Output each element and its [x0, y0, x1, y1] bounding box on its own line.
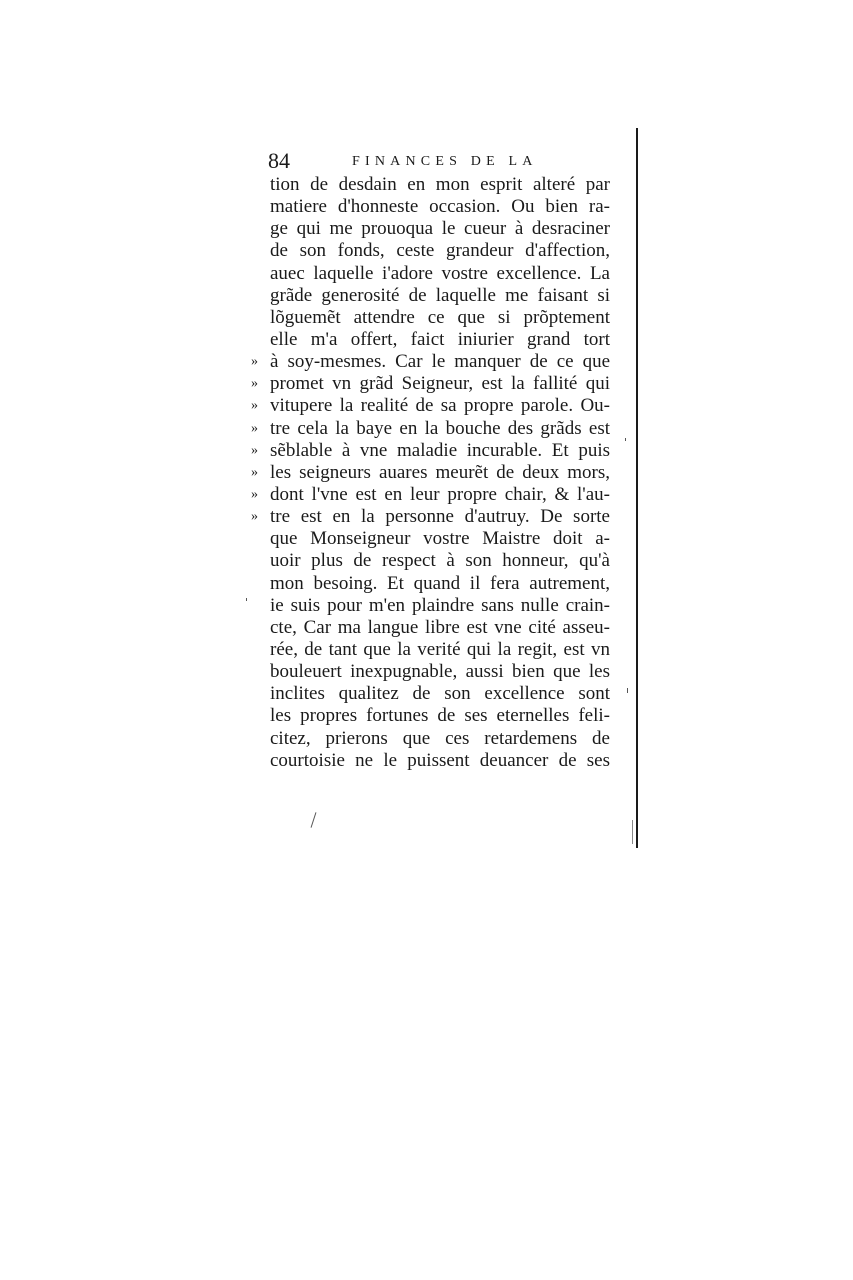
text-line-content: uoir plus de respect à son honneur, qu'à [270, 550, 610, 572]
text-line [251, 461, 610, 484]
text-line-content: mon besoing. Et quand il fera autrement, [270, 572, 610, 594]
text-line [251, 395, 610, 417]
text-line [270, 174, 610, 196]
text-line-content: matiere d'honneste occasion. Ou bien ra- [270, 196, 610, 218]
text-line-content: courtoisie ne le puissent deuancer de ses [270, 749, 610, 771]
text-line [270, 595, 610, 617]
text-line [270, 329, 610, 351]
text-line-content: inclites qualitez de son excellence sont [270, 683, 610, 705]
scan-speck [311, 812, 317, 828]
text-line [251, 351, 610, 373]
text-line [270, 285, 610, 307]
quotation-marker: » [251, 398, 257, 414]
text-line [270, 263, 610, 285]
text-line [270, 196, 610, 218]
text-line [270, 528, 610, 550]
text-line-content: lõguemẽt attendre ce que si prõptement [270, 306, 610, 328]
text-line [270, 617, 610, 639]
page-edge-rule [636, 128, 638, 848]
page-header [268, 149, 608, 173]
page-number: 84 [268, 148, 290, 173]
scan-speck [246, 598, 247, 601]
text-line [270, 705, 610, 727]
text-line-content: de son fonds, ceste grandeur d'affection, [270, 240, 610, 262]
quotation-marker: » [251, 442, 257, 458]
text-line [270, 573, 610, 595]
text-line-content: sẽblable à vne maladie incurable. Et puis [270, 439, 610, 461]
text-line [270, 728, 610, 750]
quotation-marker: » [251, 354, 257, 370]
text-line-content: tre cela la baye en la bouche des grãds est [270, 417, 610, 439]
text-line-content: que Monseigneur vostre Maistre doit a- [270, 528, 610, 550]
text-line [251, 417, 610, 440]
quotation-marker: » [251, 464, 257, 480]
text-line-content: tre est en la personne d'autruy. De sorte [270, 506, 610, 528]
text-line-content: promet vn grãd Seigneur, est la fallité qui [270, 373, 610, 395]
text-line [270, 661, 610, 683]
text-line [270, 218, 610, 240]
scan-speck [625, 438, 626, 441]
text-line-content: elle m'a offert, faict iniurier grand tort [270, 328, 610, 350]
text-line-content: ie suis pour m'en plaindre sans nulle crain- [270, 594, 610, 616]
text-line-content: dont l'vne est en leur propre chair, & l'au- [270, 483, 610, 505]
text-line-content: vitupere la realité de sa propre parole. Ou- [270, 395, 610, 417]
text-line [251, 373, 610, 395]
running-title: FINANCES DE LA [352, 154, 538, 169]
text-line [270, 550, 610, 572]
text-line-content: les propres fortunes de ses eternelles feli- [270, 705, 610, 727]
quotation-marker: » [251, 376, 257, 392]
text-line-content: citez, prierons que ces retardemens de [270, 727, 610, 749]
text-line [251, 483, 610, 506]
text-line-content: auec laquelle i'adore vostre excellence. La [270, 262, 610, 284]
quotation-marker: » [251, 486, 257, 502]
text-line-content: cte, Car ma langue libre est vne cité asseu- [270, 616, 610, 638]
quotation-marker: » [251, 420, 257, 436]
text-line [270, 240, 610, 262]
text-line [270, 639, 610, 661]
text-line-content: bouleuert inexpugnable, aussi bien que les [270, 661, 610, 683]
text-line-content: à soy-mesmes. Car le manquer de ce que [270, 351, 610, 373]
body-text [251, 174, 610, 772]
text-line-content: rée, de tant que la verité qui la regit, est vn [270, 638, 610, 660]
quotation-marker: » [251, 509, 257, 525]
text-line [270, 683, 610, 705]
text-line [270, 307, 610, 329]
text-line [270, 750, 610, 772]
text-line-content: grãde generosité de laquelle me faisant si [270, 284, 610, 306]
text-line-content: tion de desdain en mon esprit alteré par [270, 174, 610, 195]
scan-speck [627, 688, 628, 693]
text-line [251, 506, 610, 528]
text-line [251, 439, 610, 462]
page-edge-mark [632, 820, 633, 844]
text-line-content: les seigneurs auares meurẽt de deux mors, [270, 461, 610, 483]
text-line-content: ge qui me prouoqua le cueur à desraciner [270, 218, 610, 240]
